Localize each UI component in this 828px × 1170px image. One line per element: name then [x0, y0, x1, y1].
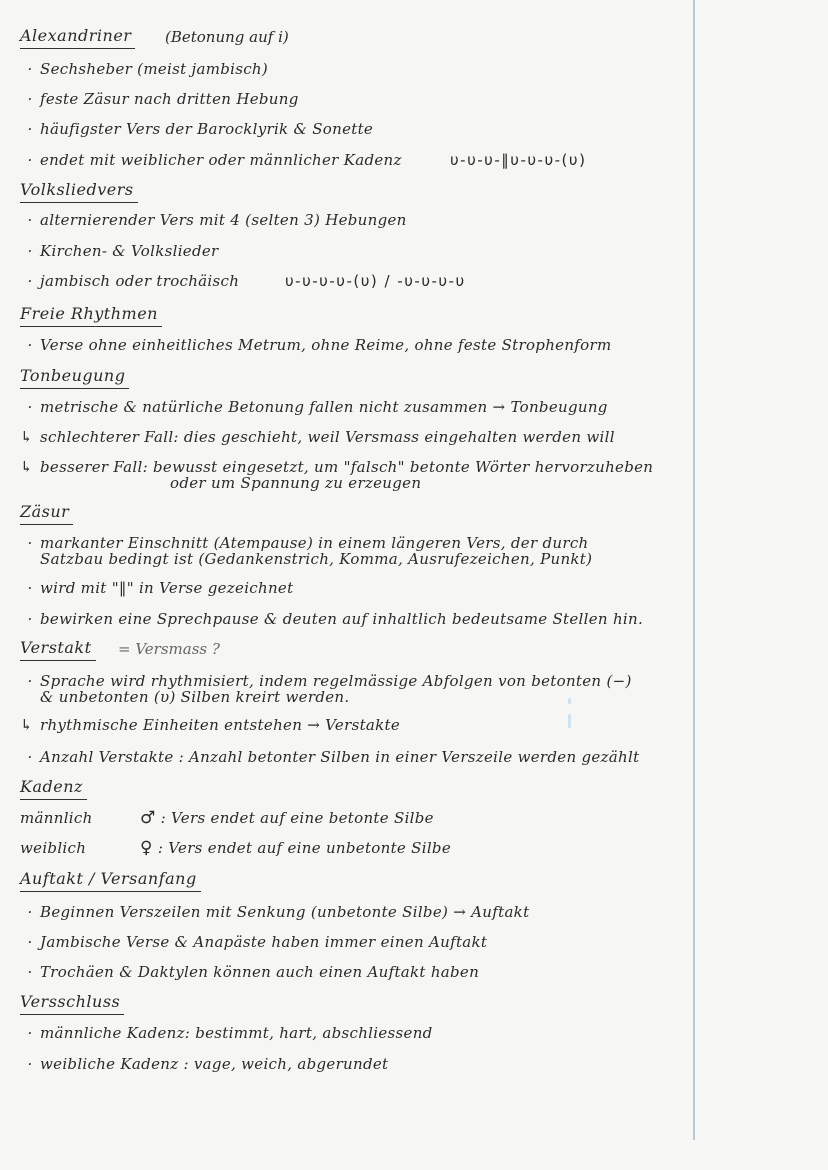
- list-item: · endet mit weiblicher oder männlicher Kadenz: [27, 151, 402, 169]
- heading-kadenz: Kadenz: [20, 777, 87, 800]
- metre-scheme: υ-υ-υ-υ-(υ) / -υ-υ-υ-υ: [285, 272, 466, 290]
- kadenz-female-text: : Vers endet auf eine unbetonte Silbe: [157, 839, 451, 857]
- list-item: · Kirchen- & Volkslieder: [27, 242, 219, 260]
- list-item: · Sprache wird rhythmisiert, indem regelmässige Abfolgen von betonten (−): [27, 672, 632, 690]
- sub-arrow-icon: ↳: [20, 428, 33, 446]
- list-item: · Trochäen & Daktylen können auch einen Auftakt haben: [27, 963, 480, 981]
- list-item: · Sechsheber (meist jambisch): [27, 60, 269, 78]
- list-item: · feste Zäsur nach dritten Hebung: [27, 90, 299, 108]
- sub-item: ↳ rhythmische Einheiten entstehen → Verstakte: [20, 716, 401, 734]
- list-item: · männliche Kadenz: bestimmt, hart, abschliessend: [27, 1024, 433, 1042]
- female-symbol-icon: ♀: [140, 838, 153, 858]
- margin-line: [693, 0, 695, 1140]
- alexandriner-note: (Betonung auf i): [165, 28, 289, 46]
- list-item: · bewirken eine Sprechpause & deuten auf inhaltlich bedeutsame Stellen hin.: [27, 610, 644, 628]
- list-item: · jambisch oder trochäisch: [27, 272, 240, 290]
- list-item-continuation: & unbetonten (υ) Silben kreirt werden.: [40, 688, 350, 706]
- heading-verstakt: Verstakt: [20, 638, 96, 661]
- list-item: · markanter Einschnitt (Atempause) in einem längeren Vers, der durch: [27, 534, 589, 552]
- sub-item-continuation: oder um Spannung zu erzeugen: [170, 474, 422, 492]
- sub-arrow-icon: ↳: [20, 716, 33, 734]
- heading-auftakt: Auftakt / Versanfang: [20, 869, 201, 892]
- sub-arrow-icon: ↳: [20, 458, 33, 476]
- list-item: · Jambische Verse & Anapäste haben immer einen Auftakt: [27, 933, 488, 951]
- heading-tonbeugung: Tonbeugung: [20, 366, 129, 389]
- kadenz-male-row: [20, 809, 688, 827]
- heading-zaesur: Zäsur: [20, 502, 73, 525]
- heading-freie-rhythmen: Freie Rhythmen: [20, 304, 162, 327]
- kadenz-female-row: [20, 839, 688, 857]
- list-item: · wird mit "‖" in Verse gezeichnet: [27, 579, 294, 597]
- list-item: · Anzahl Verstakte : Anzahl betonter Silben in einer Verszeile werden gezählt: [27, 748, 640, 766]
- list-item: · metrische & natürliche Betonung fallen nicht zusammen → Tonbeugung: [27, 398, 608, 416]
- list-item: · alternierender Vers mit 4 (selten 3) Hebungen: [27, 211, 407, 229]
- list-item: · Verse ohne einheitliches Metrum, ohne Reime, ohne feste Strophenform: [27, 336, 612, 354]
- verstakt-note: = Versmass ?: [118, 640, 220, 658]
- kadenz-male-text: : Vers endet auf eine betonte Silbe: [160, 809, 434, 827]
- male-symbol-icon: ♂: [140, 808, 156, 828]
- list-item: · weibliche Kadenz : vage, weich, abgerundet: [27, 1055, 389, 1073]
- heading-alexandriner: Alexandriner: [20, 26, 135, 49]
- kadenz-male-label: männlich: [20, 809, 93, 827]
- sub-item: ↳ besserer Fall: bewusst eingesetzt, um "falsch" betonte Wörter hervorzuheben: [20, 458, 654, 476]
- heading-volksliedvers: Volksliedvers: [20, 180, 138, 203]
- metre-scheme: υ-υ-υ-‖υ-υ-υ-(υ): [450, 151, 587, 169]
- heading-versschluss: Versschluss: [20, 992, 124, 1015]
- list-item: · Beginnen Verszeilen mit Senkung (unbetonte Silbe) → Auftakt: [27, 903, 530, 921]
- kadenz-female-label: weiblich: [20, 839, 87, 857]
- sub-item: ↳ schlechterer Fall: dies geschieht, weil Versmass eingehalten werden will: [20, 428, 615, 446]
- list-item-continuation: Satzbau bedingt ist (Gedankenstrich, Komma, Ausrufezeichen, Punkt): [40, 550, 593, 568]
- list-item: · häufigster Vers der Barocklyrik & Sonette: [27, 120, 374, 138]
